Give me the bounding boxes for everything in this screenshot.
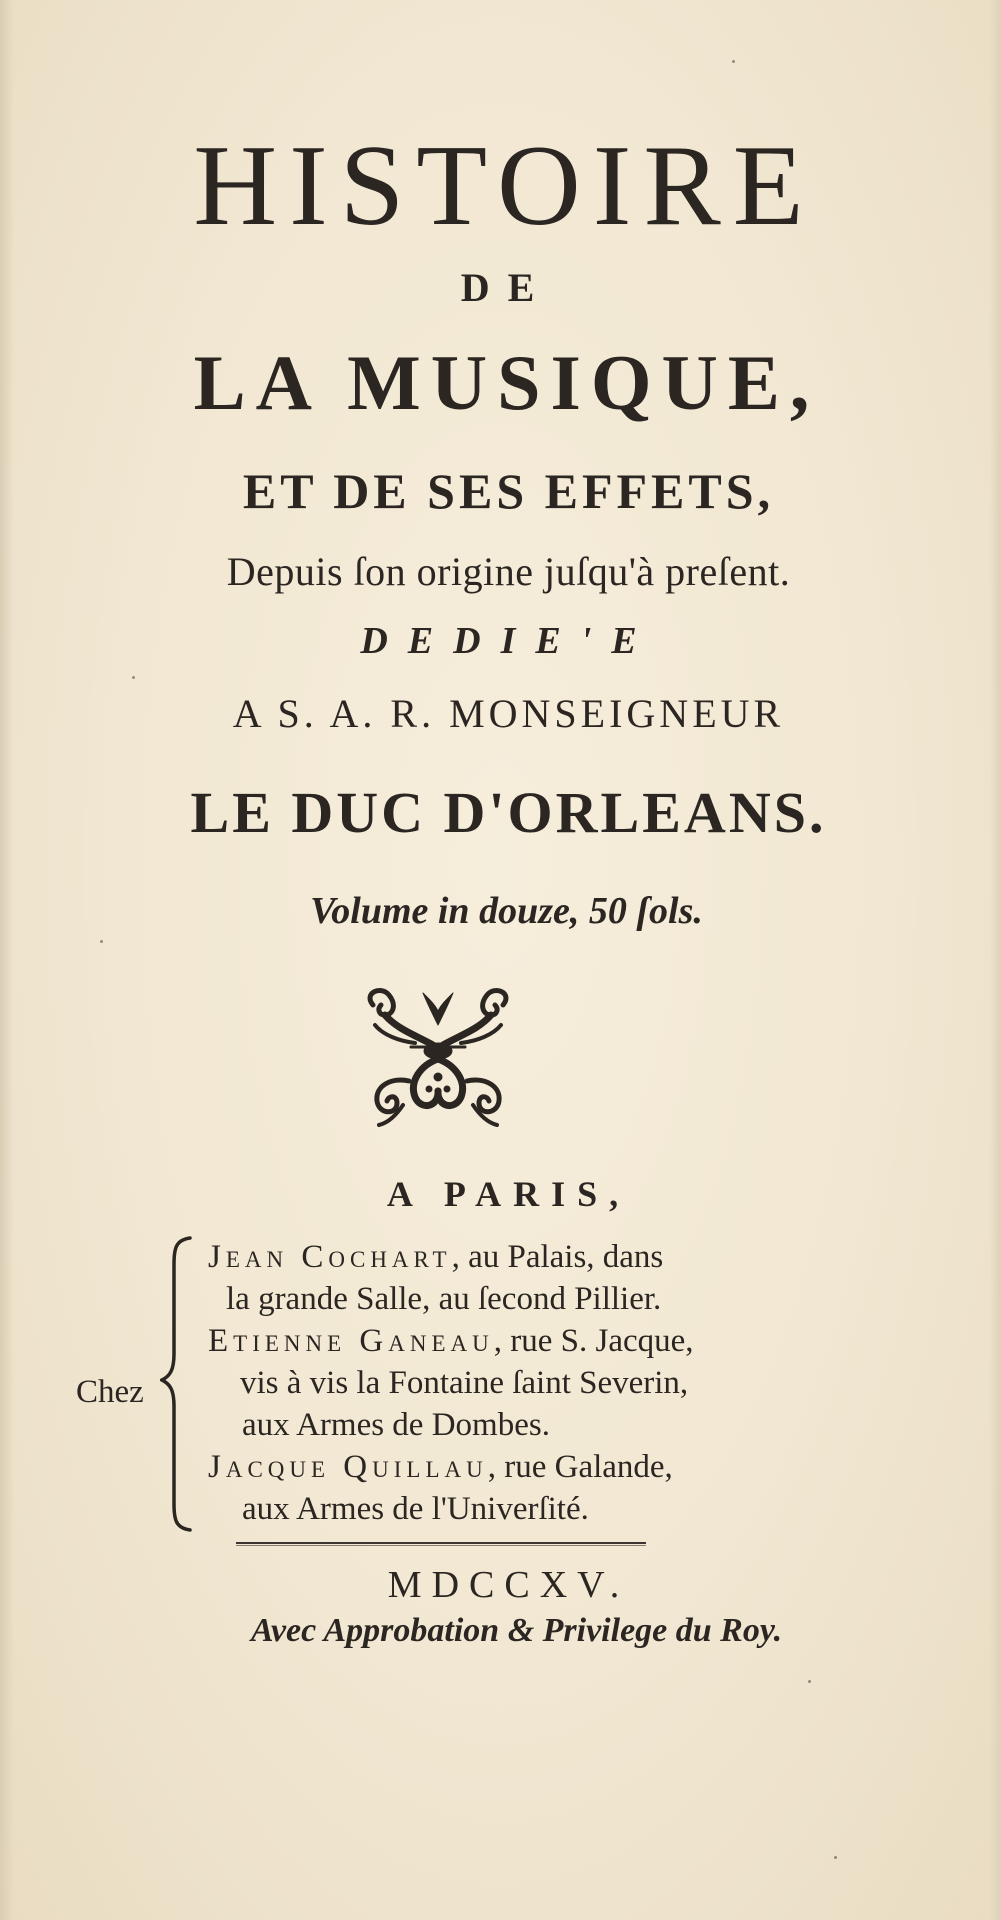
printer-1-name: Jean Cochart [208, 1239, 452, 1275]
title-et-de-ses-effets: ET DE SES EFFETS, [242, 463, 775, 519]
imprint-divider-rule [236, 1542, 646, 1546]
subtitle: Depuis ſon origine juſqu'à preſent. [226, 549, 791, 594]
title-histoire: HISTOIRE [193, 122, 816, 250]
printer-2-name: Etienne Ganeau [208, 1323, 494, 1359]
printer-3-line-1 [208, 1446, 694, 1488]
dedication-label: DEDIE'E [360, 620, 657, 662]
imprint-date: MDCCXV. [387, 1564, 630, 1606]
printer-3-name: Jacque Quillau [208, 1449, 488, 1485]
paper-speck [808, 1680, 811, 1683]
curly-brace-icon [160, 1234, 204, 1534]
paper-speck [834, 1856, 837, 1859]
imprint-city: A PARIS, [386, 1174, 631, 1214]
printer-2-address: , rue S. Jacque, [493, 1323, 694, 1359]
title-la-musique: LA MUSIQUE, [193, 339, 820, 426]
fleuron-ornament-icon [363, 985, 513, 1130]
paper-speck [132, 676, 135, 679]
rule-thin [236, 1545, 646, 1546]
printer-2-line-2: vis à vis la Fontaine ſaint Severin, [240, 1365, 689, 1401]
imprint-approbation: Avec Approbation & Privilege du Roy. [250, 1612, 783, 1649]
printer-2-line-3: aux Armes de Dombes. [242, 1407, 550, 1443]
title-de: DE [460, 265, 553, 310]
rule-thick [236, 1542, 646, 1544]
price-line: Volume in douze, 50 ſols. [310, 890, 703, 932]
dedication-line-monseigneur: A S. A. R. MONSEIGNEUR [232, 691, 785, 736]
printer-1-line-2: la grande Salle, au ſecond Pillier. [226, 1281, 662, 1317]
imprint-printers [208, 1236, 694, 1530]
paper-speck [732, 60, 735, 63]
imprint-chez: Chez [76, 1374, 144, 1410]
paper-speck [100, 940, 103, 943]
printer-1-address: , au Palais, dans [451, 1239, 664, 1275]
dedication-line-duc: LE DUC D'ORLEANS. [190, 780, 827, 845]
printer-3-line-2: aux Armes de l'Univerſité. [242, 1491, 589, 1527]
printer-1-line-1 [208, 1236, 694, 1278]
printer-2-line-1 [208, 1320, 694, 1362]
printer-3-address: , rue Galande, [487, 1449, 673, 1485]
